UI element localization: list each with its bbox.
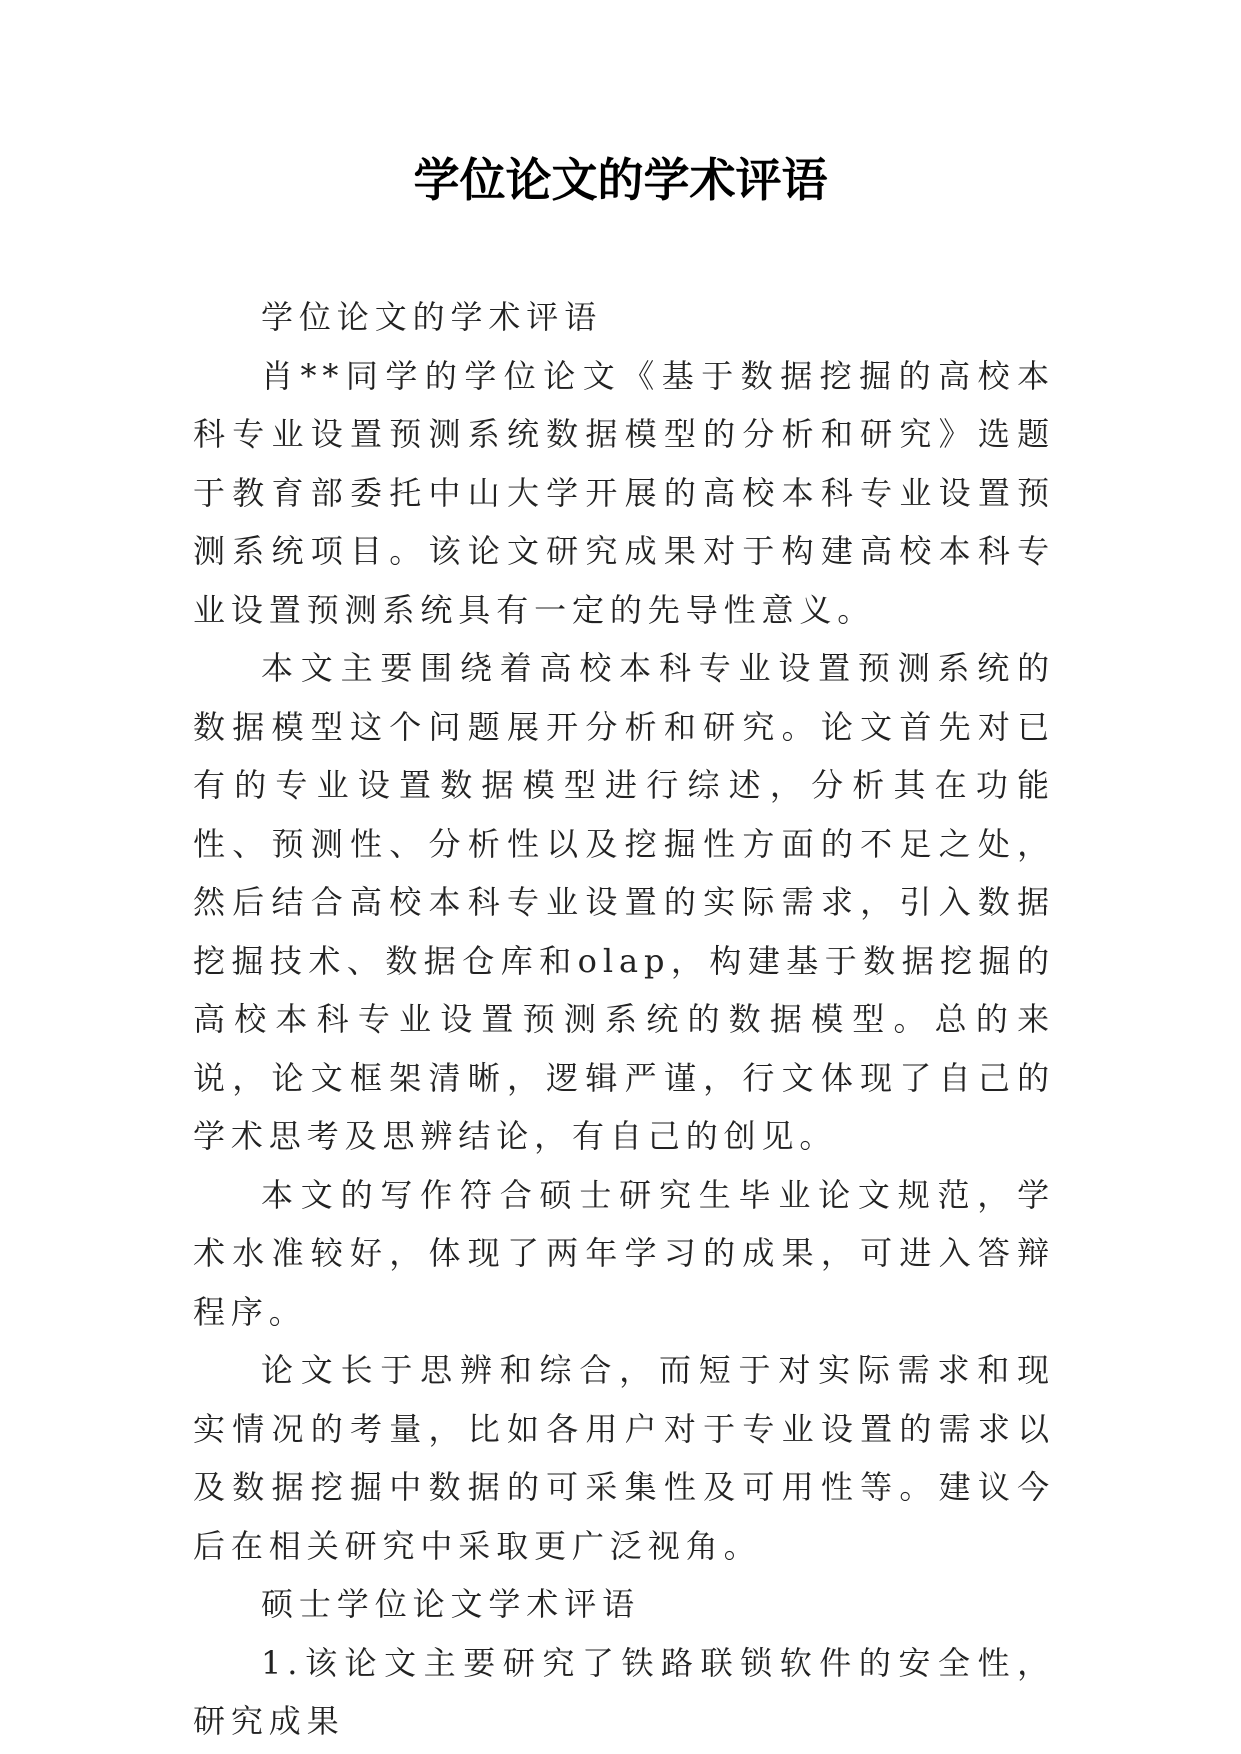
paragraph-section-heading: 硕士学位论文学术评语 [261,1585,641,1623]
paragraph-item-1: 1.该论文主要研究了铁路联锁软件的安全性，研究成果 [193,1643,1055,1740]
paragraph-thesis-suggestion: 论文长于思辨和综合，而短于对实际需求和现实情况的考量，比如各用户对于专业设置的需求以及数据挖掘中数据的可采集性及可用性等。建议今后在相关研究中采取更广泛视角。 [193,1351,1055,1565]
document-body [193,288,1055,1751]
paragraph-thesis-intro: 肖**同学的学位论文《基于数据挖掘的高校本科专业设置预测系统数据模型的分析和研究》选题于教育部委托中山大学开展的高校本科专业设置预测系统项目。该论文研究成果对于构建高校本科专业设置预测系统具有一定的先导性意义。 [193,356,1055,629]
paragraph-thesis-content: 本文主要围绕着高校本科专业设置预测系统的数据模型这个问题展开分析和研究。论文首先对已有的专业设置数据模型进行综述，分析其在功能性、预测性、分析性以及挖掘性方面的不足之处，然后结合高校本科专业设置的实际需求，引入数据挖掘技术、数据仓库和olap，构建基于数据挖掘的高校本科专业设置预测系统的数据模型。总的来说，论文框架清晰，逻辑严谨，行文体现了自己的学术思考及思辨结论，有自己的创见。 [193,649,1055,1155]
paragraph-thesis-evaluation: 本文的写作符合硕士研究生毕业论文规范，学术水准较好，体现了两年学习的成果，可进入答辩程序。 [193,1175,1055,1331]
document-title: 学位论文的学术评语 [413,153,828,207]
paragraph-subtitle: 学位论文的学术评语 [261,298,603,336]
